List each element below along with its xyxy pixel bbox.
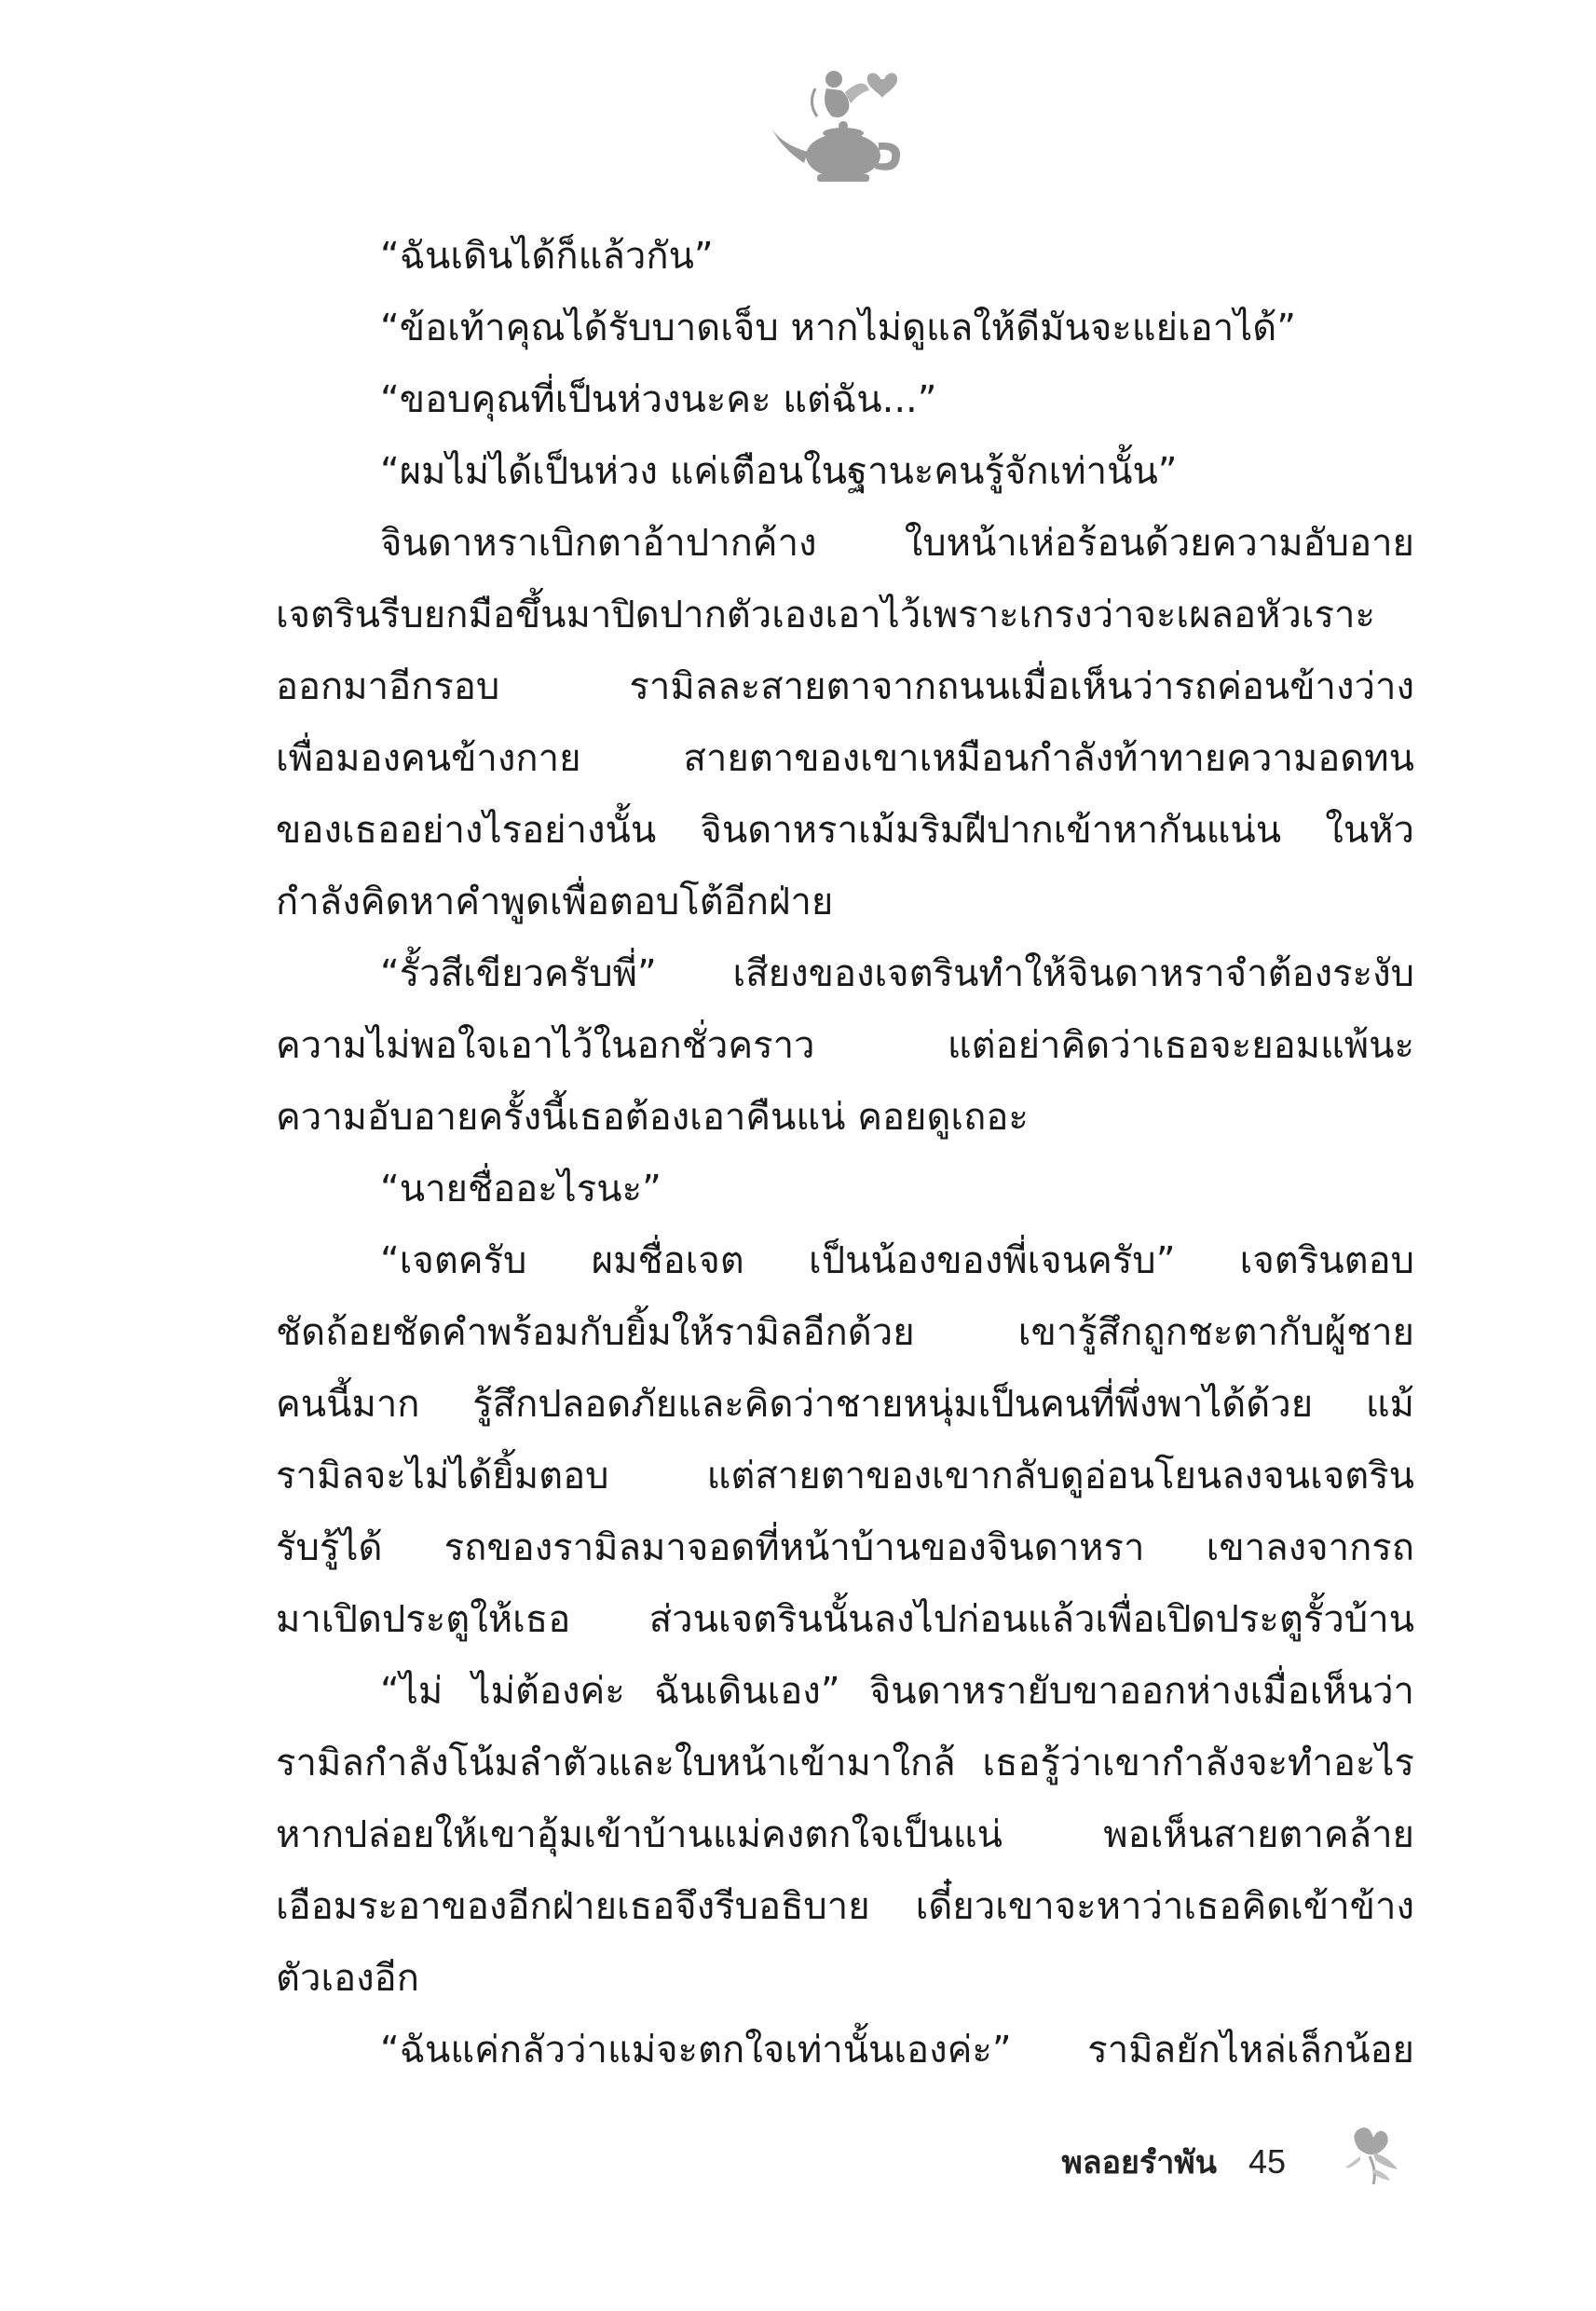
text-line: จินดาหราเบิกตาอ้าปากค้าง ใบหน้าเห่อร้อนด้วยความอับอาย (380, 522, 1414, 565)
text-line: ชัดถ้อยชัดคำพร้อมกับยิ้มให้รามิลอีกด้วย เขารู้สึกถูกชะตากับผู้ชาย (276, 1311, 1414, 1354)
text-line: มาเปิดประตูให้เธอ ส่วนเจตรินนั้นลงไปก่อนแล้วเพื่อเปิดประตูรั้วบ้าน (276, 1598, 1414, 1641)
text-line: รามิลจะไม่ได้ยิ้มตอบ แต่สายตาของเขากลับดูอ่อนโยนลงจนเจตริน (276, 1455, 1414, 1497)
text-line: “รั้วสีเขียวครับพี่” เสียงของเจตรินทำให้จินดาหราจำต้องระงับ (380, 952, 1414, 995)
page-number: 45 (1248, 2142, 1286, 2181)
text-line: “เจตครับ ผมชื่อเจต เป็นน้องของพี่เจนครับ” เจตรินตอบ (380, 1239, 1414, 1282)
page-footer (894, 2134, 1286, 2190)
book-title: พลอยรำพัน (1061, 2144, 1217, 2181)
text-line: กำลังคิดหาคำพูดเพื่อตอบโต้อีกฝ่าย (276, 881, 834, 923)
flower-ornament-icon (1332, 2115, 1407, 2190)
text-line: เจตรินรีบยกมือขึ้นมาปิดปากตัวเองเอาไว้เพราะเกรงว่าจะเผลอหัวเราะ (276, 594, 1375, 636)
text-line: “ไม่ ไม่ต้องค่ะ ฉันเดินเอง” จินดาหรายับขาออกห่างเมื่อเห็นว่า (380, 1670, 1414, 1713)
text-line: ตัวเองอีก (276, 1957, 419, 2000)
text-line: “ข้อเท้าคุณได้รับบาดเจ็บ หากไม่ดูแลให้ดีมันจะแย่เอาได้” (380, 307, 1296, 349)
text-line: ความไม่พอใจเอาไว้ในอกชั่วคราว แต่อย่าคิดว่าเธอจะยอมแพ้นะ (276, 1024, 1414, 1067)
text-line: “ฉันเดินได้ก็แล้วกัน” (380, 235, 714, 278)
text-line: เพื่อมองคนข้างกาย สายตาของเขาเหมือนกำลังท้าทายความอดทน (276, 737, 1414, 780)
text-line: รามิลกำลังโน้มลำตัวและใบหน้าเข้ามาใกล้ เธอรู้ว่าเขากำลังจะทำอะไร (276, 1742, 1414, 1785)
text-line: รับรู้ได้ รถของรามิลมาจอดที่หน้าบ้านของจินดาหรา เขาลงจากรถ (276, 1526, 1414, 1569)
teapot-cupid-ornament-icon (759, 51, 922, 191)
text-line: “ขอบคุณที่เป็นห่วงนะคะ แต่ฉัน...” (380, 378, 937, 421)
body-text (276, 228, 1414, 2101)
text-line: “ผมไม่ได้เป็นห่วง แค่เตือนในฐานะคนรู้จักเท่านั้น” (380, 450, 1178, 493)
text-line: คนนี้มาก รู้สึกปลอดภัยและคิดว่าชายหนุ่มเป็นคนที่พึ่งพาได้ด้วย แม้ (276, 1383, 1414, 1426)
text-line: หากปล่อยให้เขาอุ้มเข้าบ้านแม่คงตกใจเป็นแน่ พอเห็นสายตาคล้าย (276, 1813, 1414, 1856)
text-line: “ฉันแค่กลัวว่าแม่จะตกใจเท่านั้นเองค่ะ” รามิลยักไหล่เล็กน้อย (380, 2029, 1414, 2072)
text-line: เอือมระอาของอีกฝ่ายเธอจึงรีบอธิบาย เดี๋ยวเขาจะหาว่าเธอคิดเข้าข้าง (276, 1885, 1414, 1928)
text-line: ออกมาอีกรอบ รามิลละสายตาจากถนนเมื่อเห็นว่ารถค่อนข้างว่าง (276, 665, 1414, 708)
text-line: ความอับอายครั้งนี้เธอต้องเอาคืนแน่ คอยดูเถอะ (276, 1096, 1029, 1139)
text-line: ของเธออย่างไรอย่างนั้น จินดาหราเม้มริมฝีปากเข้าหากันแน่น ในหัว (276, 809, 1414, 852)
text-line: “นายชื่ออะไรนะ” (380, 1168, 662, 1210)
